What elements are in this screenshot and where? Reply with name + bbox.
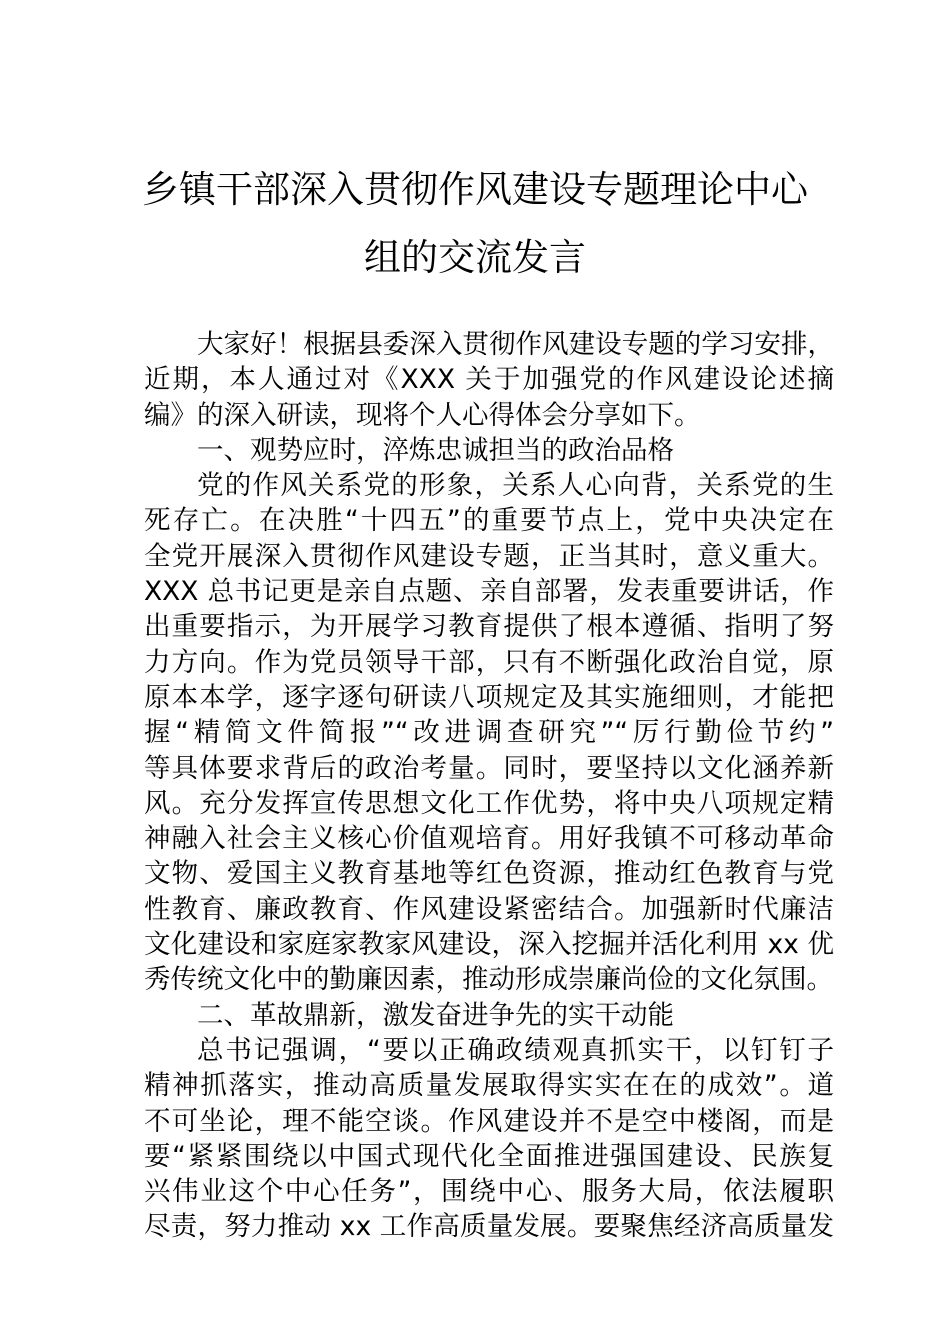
paragraph-line: 风。充分发挥宣传思想文化工作优势，将中央八项规定精 [144, 787, 834, 819]
paragraph-line: 秀传统文化中的勤廉因素，推动形成崇廉尚俭的文化氛围。 [144, 964, 833, 996]
paragraph-line: 死存亡。在决胜“十四五”的重要节点上，党中央决定在 [144, 505, 834, 537]
paragraph-line: 握“精简文件简报”“改进调查研究”“厉行勤俭节约” [144, 717, 834, 749]
paragraph-line: 出重要指示，为开展学习教育提供了根本遵循、指明了努 [144, 611, 834, 643]
document-title-line-1: 乡镇干部深入贯彻作风建设专题理论中心 [142, 168, 808, 211]
paragraph-line: 兴伟业这个中心任务”，围绕中心、服务大局，依法履职 [144, 1176, 834, 1208]
paragraph-line: 近期，本人通过对《XXX 关于加强党的作风建设论述摘 [144, 364, 834, 396]
paragraph-line: 全党开展深入贯彻作风建设专题，正当其时，意义重大。 [144, 540, 834, 572]
section-heading-1: 一、观势应时，淬炼忠诚担当的政治品格 [197, 434, 674, 466]
paragraph-line: 大家好！根据县委深入贯彻作风建设专题的学习安排， [197, 329, 834, 360]
paragraph-line: XXX 总书记更是亲自点题、亲自部署，发表重要讲话，作 [144, 576, 834, 608]
paragraph-line: 性教育、廉政教育、作风建设紧密结合。加强新时代廉洁 [144, 893, 834, 925]
paragraph-line: 总书记强调，“要以正确政绩观真抓实干，以钉钉子 [197, 1034, 834, 1066]
paragraph-line: 精神抓落实，推动高质量发展取得实实在在的成效”。道 [144, 1070, 834, 1102]
paragraph-line: 党的作风关系党的形象，关系人心向背，关系党的生 [197, 470, 834, 502]
paragraph-line: 等具体要求背后的政治考量。同时，要坚持以文化涵养新 [144, 752, 834, 784]
paragraph-line: 要“紧紧围绕以中国式现代化全面推进强国建设、民族复 [144, 1140, 834, 1172]
paragraph-line: 原本本学，逐字逐句研读八项规定及其实施细则，才能把 [144, 681, 834, 713]
document-body [144, 327, 834, 1245]
paragraph-line: 力方向。作为党员领导干部，只有不断强化政治自觉，原 [144, 646, 834, 678]
paragraph-line: 编》的深入研读，现将个人心得体会分享如下。 [144, 399, 701, 431]
paragraph-line: 文化建设和家庭家教家风建设，深入挖掘并活化利用 xx 优 [144, 929, 834, 961]
paragraph-line: 神融入社会主义核心价值观培育。用好我镇不可移动革命 [144, 823, 834, 855]
paragraph-line: 不可坐论，理不能空谈。作风建设并不是空中楼阁，而是 [144, 1105, 834, 1137]
section-heading-2: 二、革故鼎新，激发奋进争先的实干动能 [197, 999, 674, 1031]
paragraph-line: 尽责，努力推动 xx 工作高质量发展。要聚焦经济高质量发 [144, 1211, 834, 1243]
paragraph-line: 文物、爱国主义教育基地等红色资源，推动红色教育与党 [144, 858, 834, 890]
document-title-line-2: 组的交流发言 [364, 236, 586, 279]
